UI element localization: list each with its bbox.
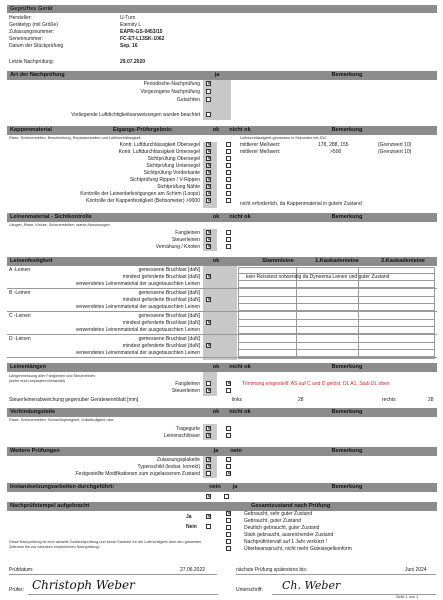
kappe-ok-checkbox[interactable] [206, 163, 211, 168]
kappe-nicht-ok-checkbox[interactable] [226, 163, 231, 168]
verbindung-ok-checkbox[interactable] [206, 433, 211, 438]
page-number: Seite 1 von 1 [396, 595, 419, 599]
col-bemerkung: Bemerkung [331, 127, 363, 133]
verbindung-nicht-ok-checkbox[interactable] [226, 426, 231, 431]
art-note-checkbox[interactable] [206, 112, 211, 117]
weitere-nein-checkbox[interactable] [226, 464, 231, 469]
section-bar-verbindung [7, 408, 437, 417]
sicht-nicht-ok-checkbox[interactable] [226, 230, 231, 235]
weitere-nein-checkbox[interactable] [226, 471, 231, 476]
stempel-ja-label: Ja [186, 514, 192, 520]
device-field-value: Eternity L [120, 22, 142, 28]
device-field-value: EAPR-GS-0453/15 [120, 29, 163, 35]
weitere-item-label: Typenschild (lesbar, korrekt) [137, 464, 200, 470]
leinen-sicht-subtitle: Längen, Risse, Knicke, Scheuerstellen, starke Abnutzungen [9, 223, 110, 227]
laengen-item-label: Steuerleinen [171, 388, 200, 394]
festigkeit-group-divider [7, 311, 437, 312]
sicht-item-label: Fangleinen [175, 230, 200, 236]
festigkeit-note: kein Reisstest notwendig da Dyneema Leinen und guter Zustand [246, 274, 390, 280]
laengen-nicht-ok-checkbox[interactable] [226, 388, 231, 393]
col-nicht-ok: nicht ok [229, 409, 251, 415]
art-item-checkbox[interactable] [206, 89, 211, 94]
section-title-laengen: Leinenlängen [10, 364, 47, 370]
festigkeit-row-line [238, 319, 435, 320]
kappe-ok-checkbox[interactable] [206, 184, 211, 189]
festigkeit-col-divider [296, 267, 297, 359]
section-bar-instand [7, 483, 437, 492]
mess2-label: mittlerer Meßwert: [240, 149, 281, 155]
kappe-nicht-ok-checkbox[interactable] [226, 177, 231, 182]
kappe-nicht-ok-checkbox[interactable] [226, 142, 231, 147]
festigkeit-row-line [238, 280, 435, 281]
festigkeit-row-label: gemessene Bruchlast [daN] [138, 336, 200, 342]
device-field-value: FC-ET-L13SK-1062 [120, 36, 165, 42]
mess1-label: mittlerer Meßwert: [240, 142, 281, 148]
device-field-label: Seriennummer: [9, 36, 44, 42]
weitere-nein-checkbox[interactable] [226, 457, 231, 462]
mess1-limit: (Grenzwert 10) [378, 142, 412, 148]
kappe-ergebnis: Eigangs-Prüfergebnis: [113, 127, 173, 133]
col-ja: ja [213, 448, 219, 454]
section-title-kappe: Kappenmaterial [10, 127, 52, 133]
pruefdatum-label: Prüfdatum: [9, 567, 34, 573]
festigkeit-row-line [238, 296, 435, 297]
col-ja: ja [214, 72, 220, 78]
verbindung-item-label: Leinenschlösser [163, 433, 200, 439]
sicht-ok-checkbox[interactable] [206, 237, 211, 242]
dash-column-shade [217, 266, 237, 360]
laengen-sub2: (siehe auch separates Messblatt) [9, 379, 65, 383]
kappe-ok-checkbox[interactable] [206, 142, 211, 147]
verbindung-nicht-ok-checkbox[interactable] [226, 433, 231, 438]
col-kaskade-2: 2.Kaskadenleine [381, 258, 425, 264]
mess1-value: 178, 288, 155 [318, 142, 349, 148]
festigkeit-row-label: verwendetes Leinenmaterial der ausgetauschten Leinen [75, 304, 200, 310]
festigkeit-row-label: mindest geforderte Bruchlast [daN] [122, 297, 200, 303]
laengen-nicht-ok-checkbox[interactable] [226, 381, 231, 386]
laengen-ok-checkbox[interactable] [206, 388, 211, 393]
trimmung-note: Trimmung eingestellt: AS auf C und D gelöst, DL A1, Stab DL oben [242, 381, 390, 387]
device-field-label: Gerätetyp (mit Größe) [9, 22, 58, 28]
col-ja: ja [232, 484, 238, 490]
gesamt-checkbox[interactable] [226, 511, 231, 516]
col-nein: nein [209, 484, 221, 490]
leinen-group-name: C -Leinen [9, 313, 31, 319]
sicht-item-label: Vernähung / Knoten [155, 244, 200, 250]
rechts-label: rechts [382, 397, 396, 403]
abweichung-label: Steuerleinenabweichung gegenüber Geräteкennblatt [mm] [9, 397, 139, 403]
col-ok: ok [212, 258, 220, 264]
laengen-item-label: Fangleinen [175, 381, 200, 387]
festigkeit-row-line [238, 326, 435, 327]
pruefdatum-underline [9, 574, 217, 575]
unterschrift-label: Unterschrift: [236, 587, 263, 593]
col-bemerkung: Bemerkung [331, 448, 363, 454]
gesamt-item-label: Gebraucht, sehr guter Zustand [244, 511, 313, 517]
festigkeit-ok-checkbox[interactable] [206, 274, 211, 279]
col-bemerkung: Bemerkung [331, 364, 363, 370]
kappe-ok-checkbox[interactable] [206, 170, 211, 175]
col-nicht-ok: nicht ok [229, 364, 251, 370]
festigkeit-row-label: gemessene Bruchlast [daN] [138, 290, 200, 296]
col-ok: ok [212, 409, 220, 415]
leinen-group-name: A -Leinen [9, 267, 31, 273]
col-ok: ok [212, 214, 220, 220]
naechste-label: nächste Prüfung spätestens bis: [236, 567, 308, 573]
col-bemerkung: Bemerkung [331, 214, 363, 220]
kappe-ok-checkbox[interactable] [206, 177, 211, 182]
gesamt-item-label: Nachprüfintervall auf 1 Jahr verkürzt ! [244, 539, 328, 545]
section-bar-art [7, 71, 437, 80]
festigkeit-row-label: gemessene Bruchlast [daN] [138, 267, 200, 273]
pruefer-label: Prüfer: [9, 587, 25, 593]
section-bar-festigkeit [7, 257, 437, 266]
kappe-nicht-ok-checkbox[interactable] [226, 149, 231, 154]
festigkeit-col-divider [358, 267, 359, 359]
section-bar-weitere [7, 447, 437, 456]
verbindung-ok-checkbox[interactable] [206, 426, 211, 431]
last-check-label: Letzte Nachprüfung: [9, 59, 55, 65]
kappe-bem-subtitle: Luftdurchlässigkeit gemessen in Sekunden mit JDC [240, 136, 327, 140]
festigkeit-row-label: verwendetes Leinenmaterial der ausgetauschten Leinen [75, 327, 200, 333]
kappe-item-label: Kontr. Luftdurchlässigkeit Untersegel [118, 149, 200, 155]
device-field-value: U-Turn [120, 15, 136, 21]
col-nein: nein [230, 448, 242, 454]
festigkeit-row-label: verwendetes Leinenmaterial der ausgetauschten Leinen [75, 281, 200, 287]
art-item-checkbox[interactable] [206, 97, 211, 102]
gesamt-item-label: Überbeansprucht, nicht mehr Gütesiegelkonform [244, 546, 352, 552]
device-field-label: Zulassungsnummer: [9, 29, 55, 35]
gap-column-shade [217, 80, 231, 120]
festigkeit-row-label: mindest geforderte Bruchlast [daN] [122, 320, 200, 326]
section-title-art: Art der Nachprüfung [10, 72, 65, 78]
kappe-ok-checkbox[interactable] [206, 156, 211, 161]
kappe-nicht-ok-checkbox[interactable] [226, 156, 231, 161]
naechste-underline [236, 574, 436, 575]
col-bemerkung: Bemerkung [331, 484, 363, 490]
gesamt-checkbox[interactable] [226, 532, 231, 537]
device-field-label: Hersteller: [9, 15, 32, 21]
sicht-nicht-ok-checkbox[interactable] [226, 244, 231, 249]
festigkeit-row-line [238, 342, 435, 343]
kappe-item-label: Kontrolle der Kappenfestigkeit (Bettsometer) >9000 [86, 198, 200, 204]
rechts-value: 28 [428, 397, 434, 403]
festigkeit-group-divider [7, 357, 437, 358]
kappe-item-label: Sichtprüfung Untersegel [146, 163, 200, 169]
stempel-nein-label: Nein [186, 524, 197, 530]
section-bar-stempel [7, 502, 437, 511]
gesamt-title: Gesamtzustand nach Prüfung [251, 503, 331, 509]
col-nicht-ok: nicht ok [229, 127, 251, 133]
stempel-nein-checkbox[interactable] [206, 524, 211, 529]
kappe-item-label: Kontrolle der Leinenbefestigungen am Schirm (Loops) [80, 191, 200, 197]
kappe-item-label: Sichtprüfung Nähte [157, 184, 200, 190]
mess2-limit: (Grenzwert 10) [378, 149, 412, 155]
sicht-nicht-ok-checkbox[interactable] [226, 237, 231, 242]
kappe-nicht-ok-checkbox[interactable] [226, 191, 231, 196]
stempel-fine-print: Diese Nachprüfung ist eine aktuelle Zustandsprüfung und keine Garantie für die Lufttüchtigkeit über den gesamten Zeitraum bis zur nächsten empfohlenen Nachprüfung! [9, 540, 202, 549]
stempel-ja-checkbox[interactable] [206, 514, 211, 519]
instand-nein-checkbox[interactable] [206, 494, 211, 499]
kappe-ok-checkbox[interactable] [206, 198, 211, 203]
leinen-group-name: B -Leinen [9, 290, 31, 296]
kappe-nicht-ok-checkbox[interactable] [226, 170, 231, 175]
col-bemerkung: Bemerkung [331, 72, 363, 78]
links-label: links [232, 397, 243, 403]
col-ok: ok [212, 364, 220, 370]
section-bar-laengen [7, 363, 437, 372]
section-title-instand: Instandsetzungsarbeiten durchgeführt: [10, 484, 115, 490]
kappe-subtitle: Risse, Scheuerstellen, Beschichtung, Reparaturstellen und Luftdurchlässigkeit [9, 136, 141, 140]
section-bar-kappe [7, 126, 437, 135]
festigkeit-row-label: gemessene Bruchlast [daN] [138, 313, 200, 319]
art-note: Vorliegende Luftdichtigkeitsanweisungen wurden beachtet [71, 112, 200, 118]
kappe-nicht-ok-checkbox[interactable] [226, 184, 231, 189]
col-nicht-ok: nicht ok [229, 214, 251, 220]
festigkeit-ok-checkbox[interactable] [206, 320, 211, 325]
section-bar-leinen-sicht [7, 213, 437, 222]
section-title-verbindung: Verbindungsteile [10, 409, 56, 415]
pruefer-signature: Christoph Weber [32, 578, 135, 592]
weitere-ja-checkbox[interactable] [206, 471, 211, 476]
art-item-checkbox[interactable] [206, 81, 211, 86]
weitere-ja-checkbox[interactable] [206, 457, 211, 462]
festigkeit-row-line [238, 349, 435, 350]
gesamt-checkbox[interactable] [226, 539, 231, 544]
sicht-item-label: Steuerleinen [171, 237, 200, 243]
section-title-festigkeit: Leinenfestigkeit [10, 258, 53, 264]
verbindung-item-label: Tragegurte [175, 426, 200, 432]
laengen-sub1: Längenmessung aller Fangleinen und Steuerleinen [9, 374, 95, 378]
laengen-ok-checkbox[interactable] [206, 381, 211, 386]
device-field-value: Sep. 16 [120, 43, 138, 49]
instand-ja-checkbox[interactable] [224, 494, 229, 499]
festigkeit-row-line [238, 303, 435, 304]
festigkeit-row-label: verwendetes Leinenmaterial der ausgetauschten Leinen [75, 350, 200, 356]
naechste-value: Juni 2024 [405, 567, 427, 573]
weitere-item-label: Festgestellte Modifikationen zum zugelassenen Zustand [75, 471, 200, 477]
kappe-nicht-ok-checkbox[interactable] [226, 198, 231, 203]
section-title-leinen-sicht: Leinenmaterial - Sichtkontrolle [10, 214, 92, 220]
gesamt-item-label: Stark gebraucht, ausreichender Zustand [244, 532, 334, 538]
kappe-item-label: Sichtprüfung Obersegel [147, 156, 200, 162]
leinen-group-name: D -Leinen [9, 336, 31, 342]
kappe-item-label: Kontr. Luftdurchlässigkeit Obersegel [119, 142, 200, 148]
col-ok: ok [212, 127, 220, 133]
pruefer-underline [28, 594, 218, 595]
weitere-item-label: Zulassungsplakette [156, 457, 200, 463]
art-item-label: Gutachten [176, 97, 200, 103]
kappe-last-note: nicht erforderlich, da Kappenmaterial in gutem Zustand [240, 201, 362, 207]
festigkeit-group-divider [7, 288, 437, 289]
gesamt-checkbox[interactable] [226, 525, 231, 530]
gesamt-checkbox[interactable] [226, 546, 231, 551]
festigkeit-row-label: mindest geforderte Bruchlast [daN] [122, 343, 200, 349]
sicht-ok-checkbox[interactable] [206, 230, 211, 235]
unterschrift-signature: Ch. Weber [282, 579, 341, 592]
section-header-geprueftes-geraet: Geprüftes Gerät [7, 5, 437, 13]
festigkeit-row-label: mindest geforderte Bruchlast [daN] [122, 274, 200, 280]
pruefdatum-value: 27.06.2022 [180, 567, 206, 573]
kappe-ok-checkbox[interactable] [206, 149, 211, 154]
col-kaskade-1: 1.Kaskadenleine [315, 258, 359, 264]
sicht-ok-checkbox[interactable] [206, 244, 211, 249]
section-title-stempel: Nachprüfstempel aufgebracht [10, 503, 90, 509]
last-check-value: 29.07.2020 [120, 59, 146, 65]
weitere-ja-checkbox[interactable] [206, 464, 211, 469]
mess2-value: >500 [330, 149, 342, 155]
device-field-label: Datum der Stückprüfung [9, 43, 64, 49]
art-item-label: Periodische-Nachprüfung [143, 81, 200, 87]
kappe-item-label: Sichtprüfung Vorderkante [143, 170, 200, 176]
art-item-label: Vorgezogene Nachprüfung [140, 89, 200, 95]
links-value: 28 [298, 397, 304, 403]
col-bemerkung: Bemerkung [331, 409, 363, 415]
kappe-item-label: Sichtprüfung Rippen / V-Rippen [129, 177, 200, 183]
festigkeit-ok-checkbox[interactable] [206, 343, 211, 348]
gesamt-item-label: Deutlich gebraucht, guter Zustand [244, 525, 320, 531]
col-stammleine: Stammleine [262, 258, 294, 264]
gesamt-item-label: Gebraucht, guter Zustand [244, 518, 301, 524]
verbindung-subtitle: Risse, Scheuerstellen, Schweißigkeligkeit, Vollständigkeit usw. [9, 418, 115, 422]
section-title-weitere: Weitere Prüfungen [10, 448, 60, 454]
festigkeit-group-divider [7, 334, 437, 335]
gesamt-checkbox[interactable] [226, 518, 231, 523]
festigkeit-ok-checkbox[interactable] [206, 297, 211, 302]
kappe-ok-checkbox[interactable] [206, 191, 211, 196]
